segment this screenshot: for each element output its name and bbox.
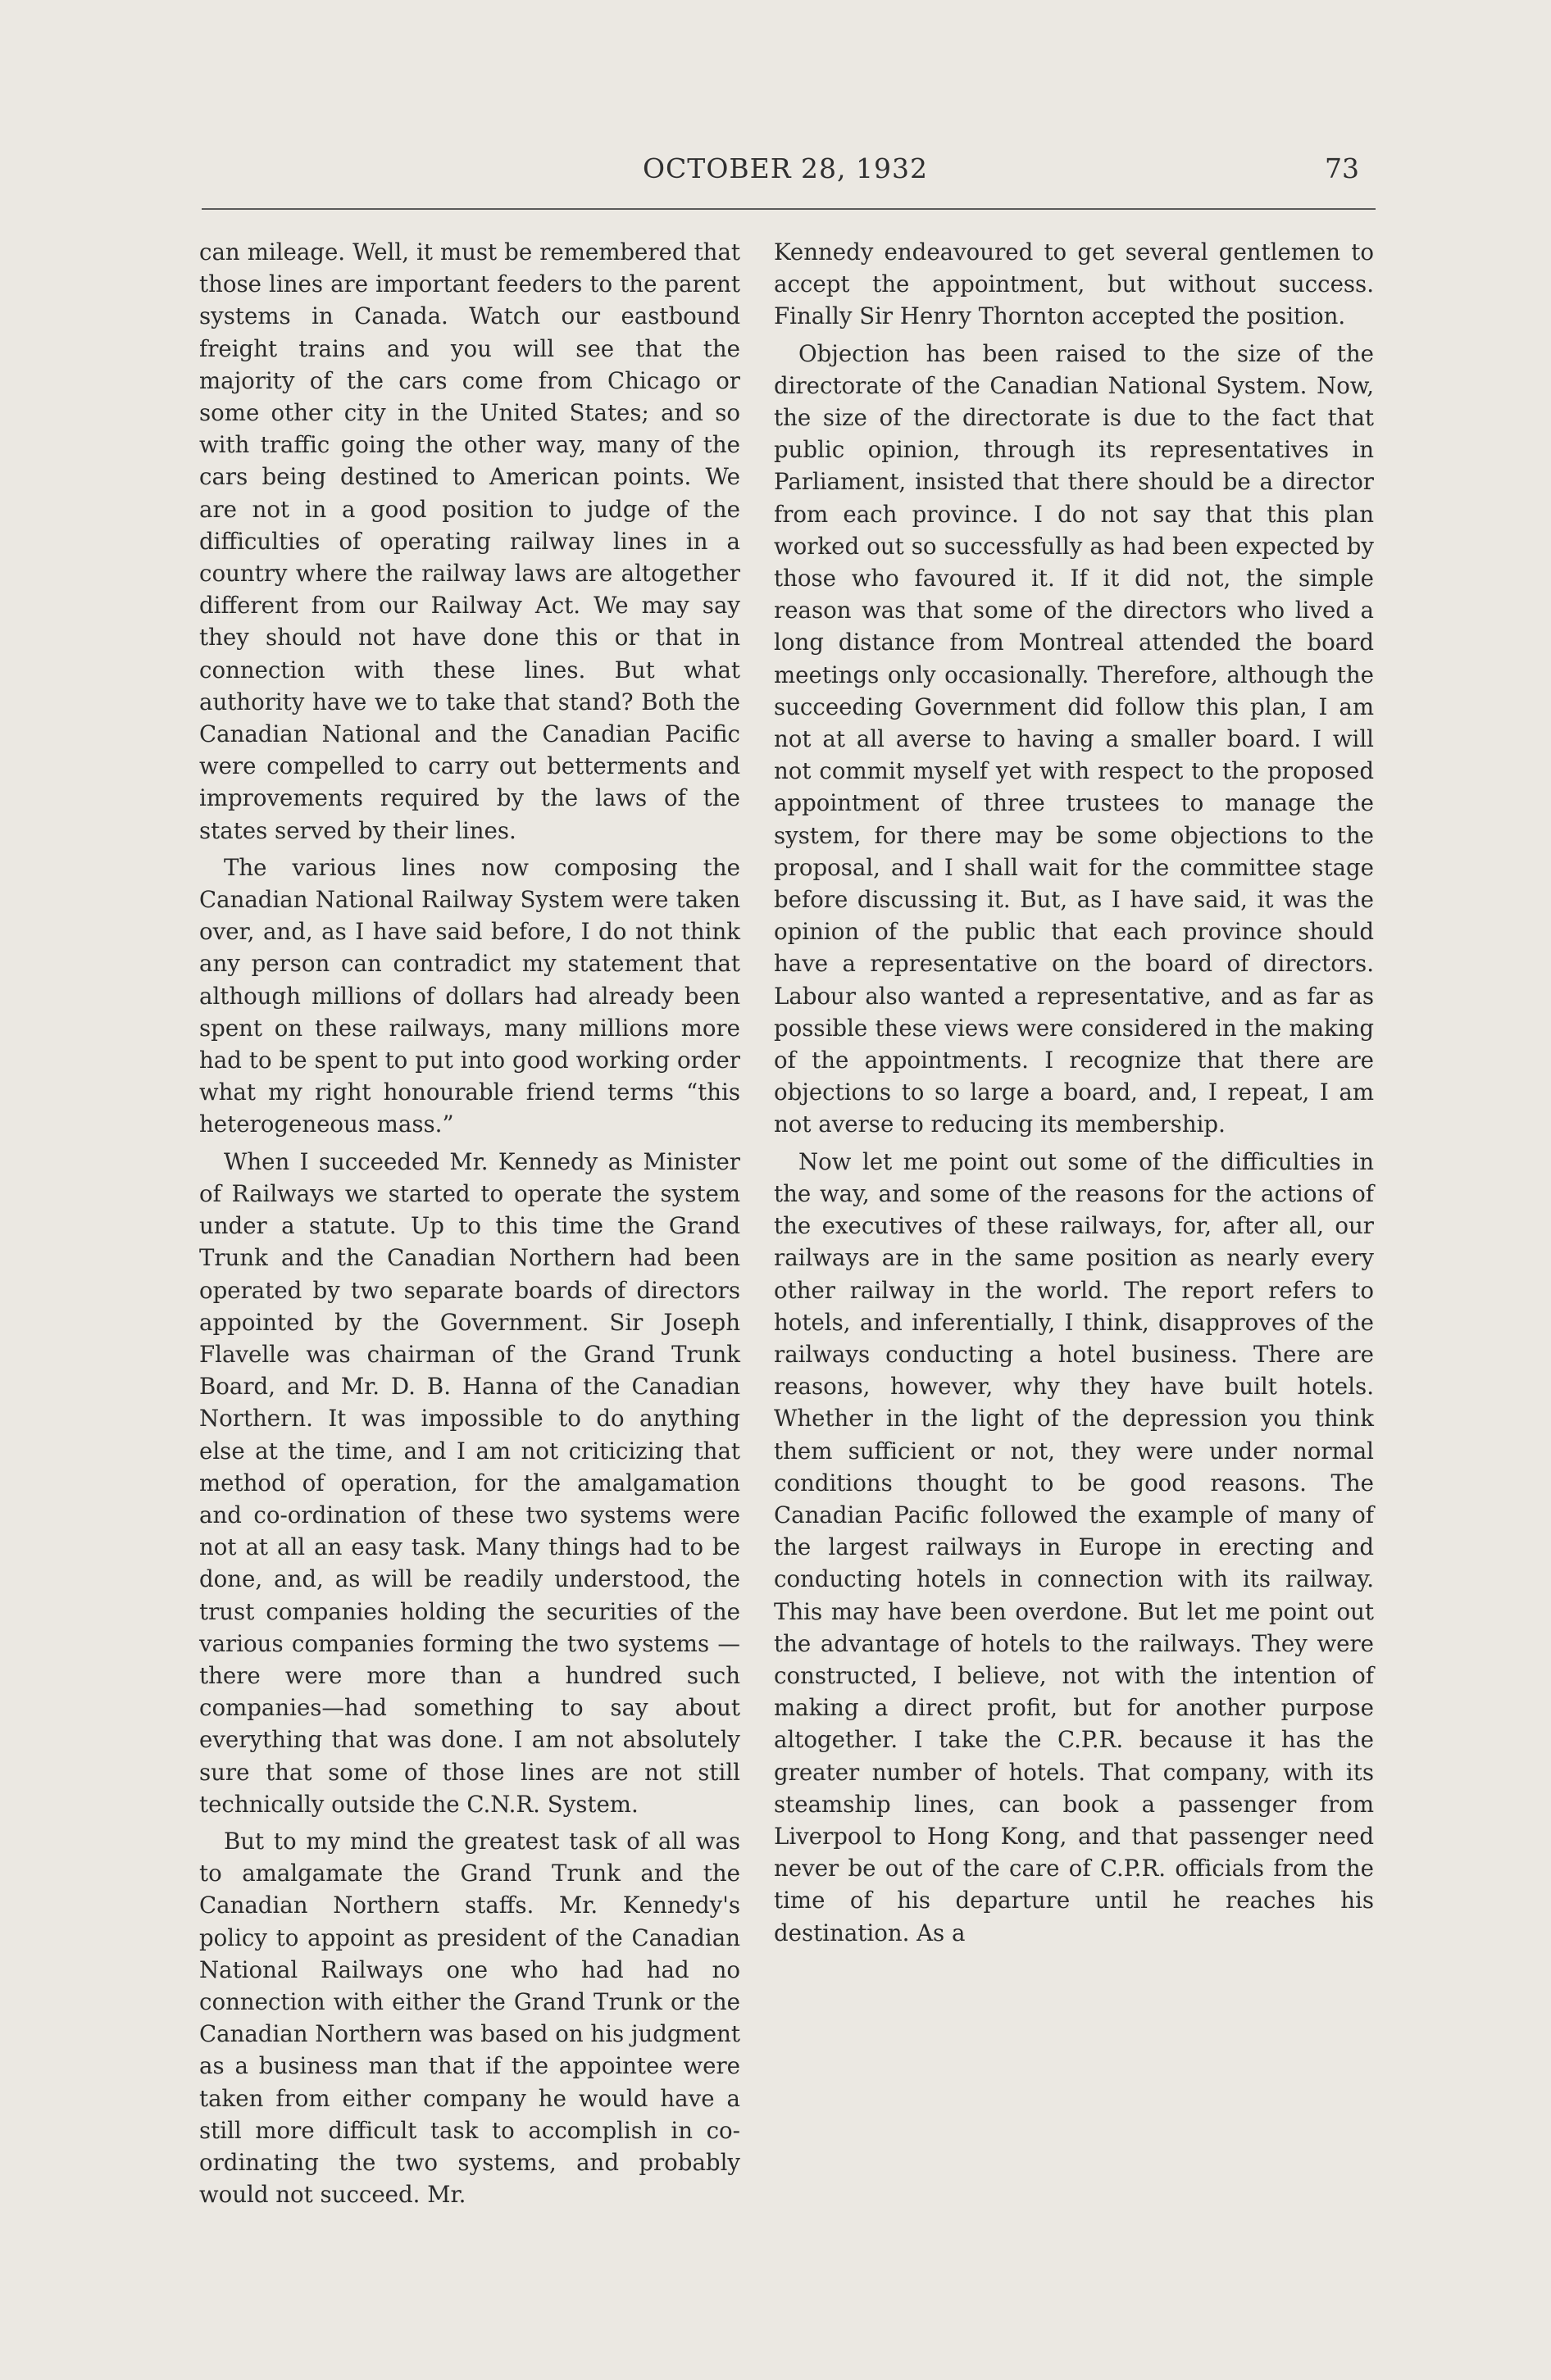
header-divider bbox=[202, 208, 1376, 210]
right-column bbox=[774, 236, 1374, 1954]
paragraph: The various lines now composing the Canadian National Railway System were taken over, and, as I have said before, I do not think any person can contradict my statement that although millions of dollars had already been spent on these railways, many millions more had to be spent to put into good working order what my right honourable friend terms “this heterogeneous mass.” bbox=[199, 853, 740, 1138]
paragraph: Kennedy endeavoured to get several gentlemen to accept the appointment, but without success. Finally Sir Henry Thornton accepted the position. bbox=[774, 238, 1374, 330]
paragraph: But to my mind the greatest task of all was to amalgamate the Grand Trunk and the Canadian Northern staffs. Mr. Kennedy's policy to appoint as president of the Canadian National Railways one who had had no connection with either the Grand Trunk or the Canadian Northern was based on his judgment as a business man that if the appointee were taken from either company he would have a still more difficult task to accomplish in co-ordinating the two systems, and probably would not succeed. Mr. bbox=[199, 1827, 740, 2209]
left-column bbox=[199, 236, 740, 2215]
paragraph: Now let me point out some of the difficulties in the way, and some of the reasons for the actions of the executives of these railways, for, after all, our railways are in the same position as nearly every other railway in the world. The report refers to hotels, and inferentially, I think, disapproves of the railways conducting a hotel business. There are reasons, however, why they have built hotels. Whether in the light of the depression you think them sufficient or not, they were under normal conditions thought to be good reasons. The Canadian Pacific followed the example of many of the largest railways in Europe in erecting and conducting hotels in connection with its railway. This may have been overdone. But let me point out the advantage of hotels to the railways. They were constructed, I believe, not with the intention of making a direct profit, but for another purpose altogether. I take the C.P.R. because it has the greater number of hotels. That company, with its steamship lines, can book a passenger from Liverpool to Hong Kong, and that passenger need never be out of the care of C.P.R. officials from the time of his departure until he reaches his destination. As a bbox=[774, 1147, 1374, 1946]
paragraph: can mileage. Well, it must be remembered that those lines are important feeders to the parent systems in Canada. Watch our eastbound freight trains and you will see that the majority of the cars come from Chicago or some other city in the United States; and so with traffic going the other way, many of the cars being destined to American points. We are not in a good position to judge of the difficulties of operating railway lines in a country where the railway laws are altogether different from our Railway Act. We may say they should not have done this or that in connection with these lines. But what authority have we to take that stand? Both the Canadian National and the Canadian Pacific were compelled to carry out betterments and improvements required by the laws of the states served by their lines. bbox=[199, 238, 740, 844]
paragraph: When I succeeded Mr. Kennedy as Minister of Railways we started to operate the system under a statute. Up to this time the Grand Trunk and the Canadian Northern had been operated by two separate boards of directors appointed by the Government. Sir Joseph Flavelle was chairman of the Grand Trunk Board, and Mr. D. B. Hanna of the Canadian Northern. It was impossible to do anything else at the time, and I am not criticizing that method of operation, for the amalgamation and co-ordination of these two systems were not at all an easy task. Many things had to be done, and, as will be readily understood, the trust companies holding the securities of the various companies forming the two systems —there were more than a hundred such companies—had something to say about everything that was done. I am not absolutely sure that some of those lines are not still technically outside the C.N.R. System. bbox=[199, 1147, 740, 1818]
page-number: 73 bbox=[1325, 152, 1359, 184]
page-date-header: OCTOBER 28, 1932 bbox=[643, 152, 928, 184]
paragraph: Objection has been raised to the size of the directorate of the Canadian National System. Now, the size of the directorate is due to the fact that public opinion, through its representatives in Parliament, insisted that there should be a director from each province. I do not say that this plan worked out so successfully as had been expected by those who favoured it. If it did not, the simple reason was that some of the directors who lived a long distance from Montreal attended the board meetings only occasionally. Therefore, although the succeeding Government did follow this plan, I am not at all averse to having a smaller board. I will not commit myself yet with respect to the proposed appointment of three trustees to manage the system, for there may be some objections to the proposal, and I shall wait for the committee stage before discussing it. But, as I have said, it was the opinion of the public that each province should have a representative on the board of directors. Labour also wanted a representative, and as far as possible these views were considered in the making of the appointments. I recognize that there are objections to so large a board, and, I repeat, I am not averse to reducing its membership. bbox=[774, 339, 1374, 1138]
